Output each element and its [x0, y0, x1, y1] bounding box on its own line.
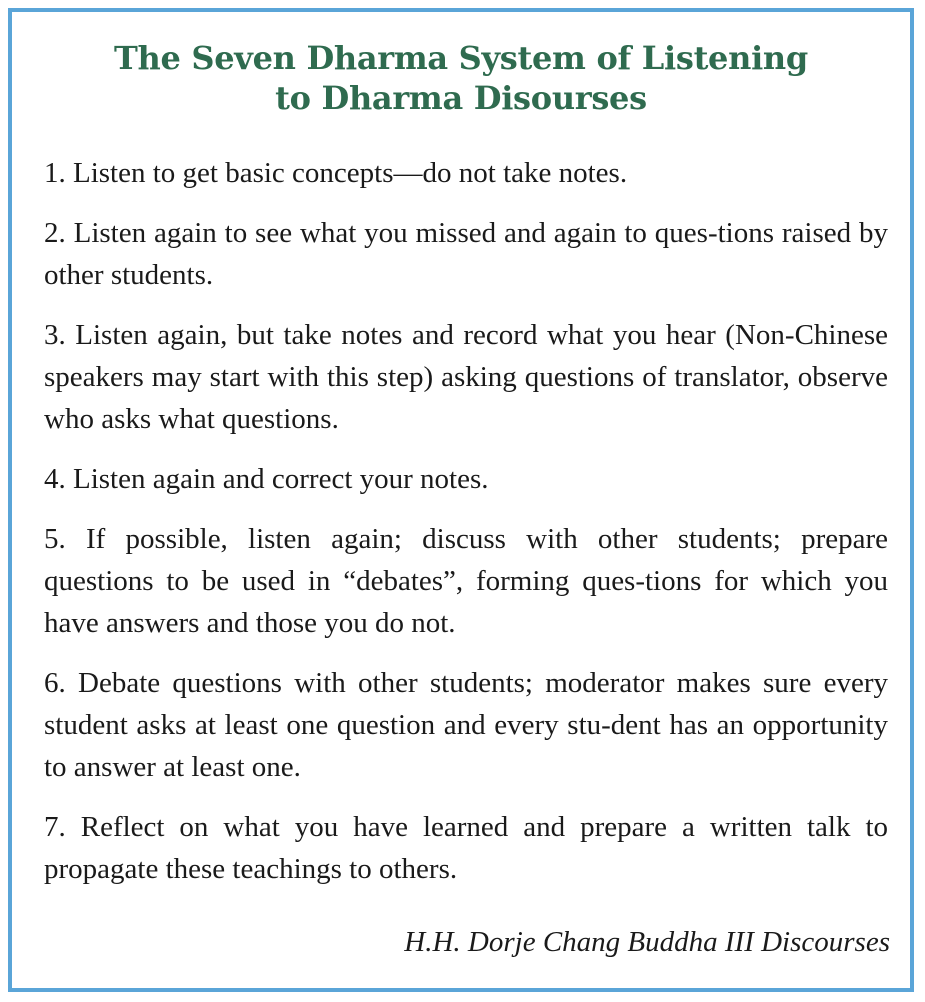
list-item: 4. Listen again and correct your notes. — [44, 463, 489, 495]
list-item: 7. Reflect on what you have learned and prepare a written talk to propagate these teachings to others. — [44, 811, 888, 885]
bordered-panel — [8, 8, 914, 992]
list-item: 6. Debate questions with other students; moderator makes sure every student asks at least one question and every stu-dent has an opportunity to answer at least one. — [44, 667, 888, 783]
list-item: 3. Listen again, but take notes and record what you hear (Non-Chinese speakers may start with this step) asking questions of translator, observe who asks what questions. — [44, 319, 888, 435]
attribution: H.H. Dorje Chang Buddha III Discourses — [404, 926, 890, 958]
page-title — [12, 38, 910, 118]
list-item: 2. Listen again to see what you missed and again to ques-tions raised by other students. — [44, 217, 888, 291]
title-line-2: to Dharma Disourses — [275, 79, 647, 117]
list-item: 1. Listen to get basic concepts—do not take notes. — [44, 157, 628, 189]
steps-list — [44, 152, 888, 908]
title-line-1: The Seven Dharma System of Listening — [114, 39, 808, 77]
list-item: 5. If possible, listen again; discuss with other students; prepare questions to be used in “debates”, forming ques-tions for which you have answers and those you do not. — [44, 523, 888, 639]
